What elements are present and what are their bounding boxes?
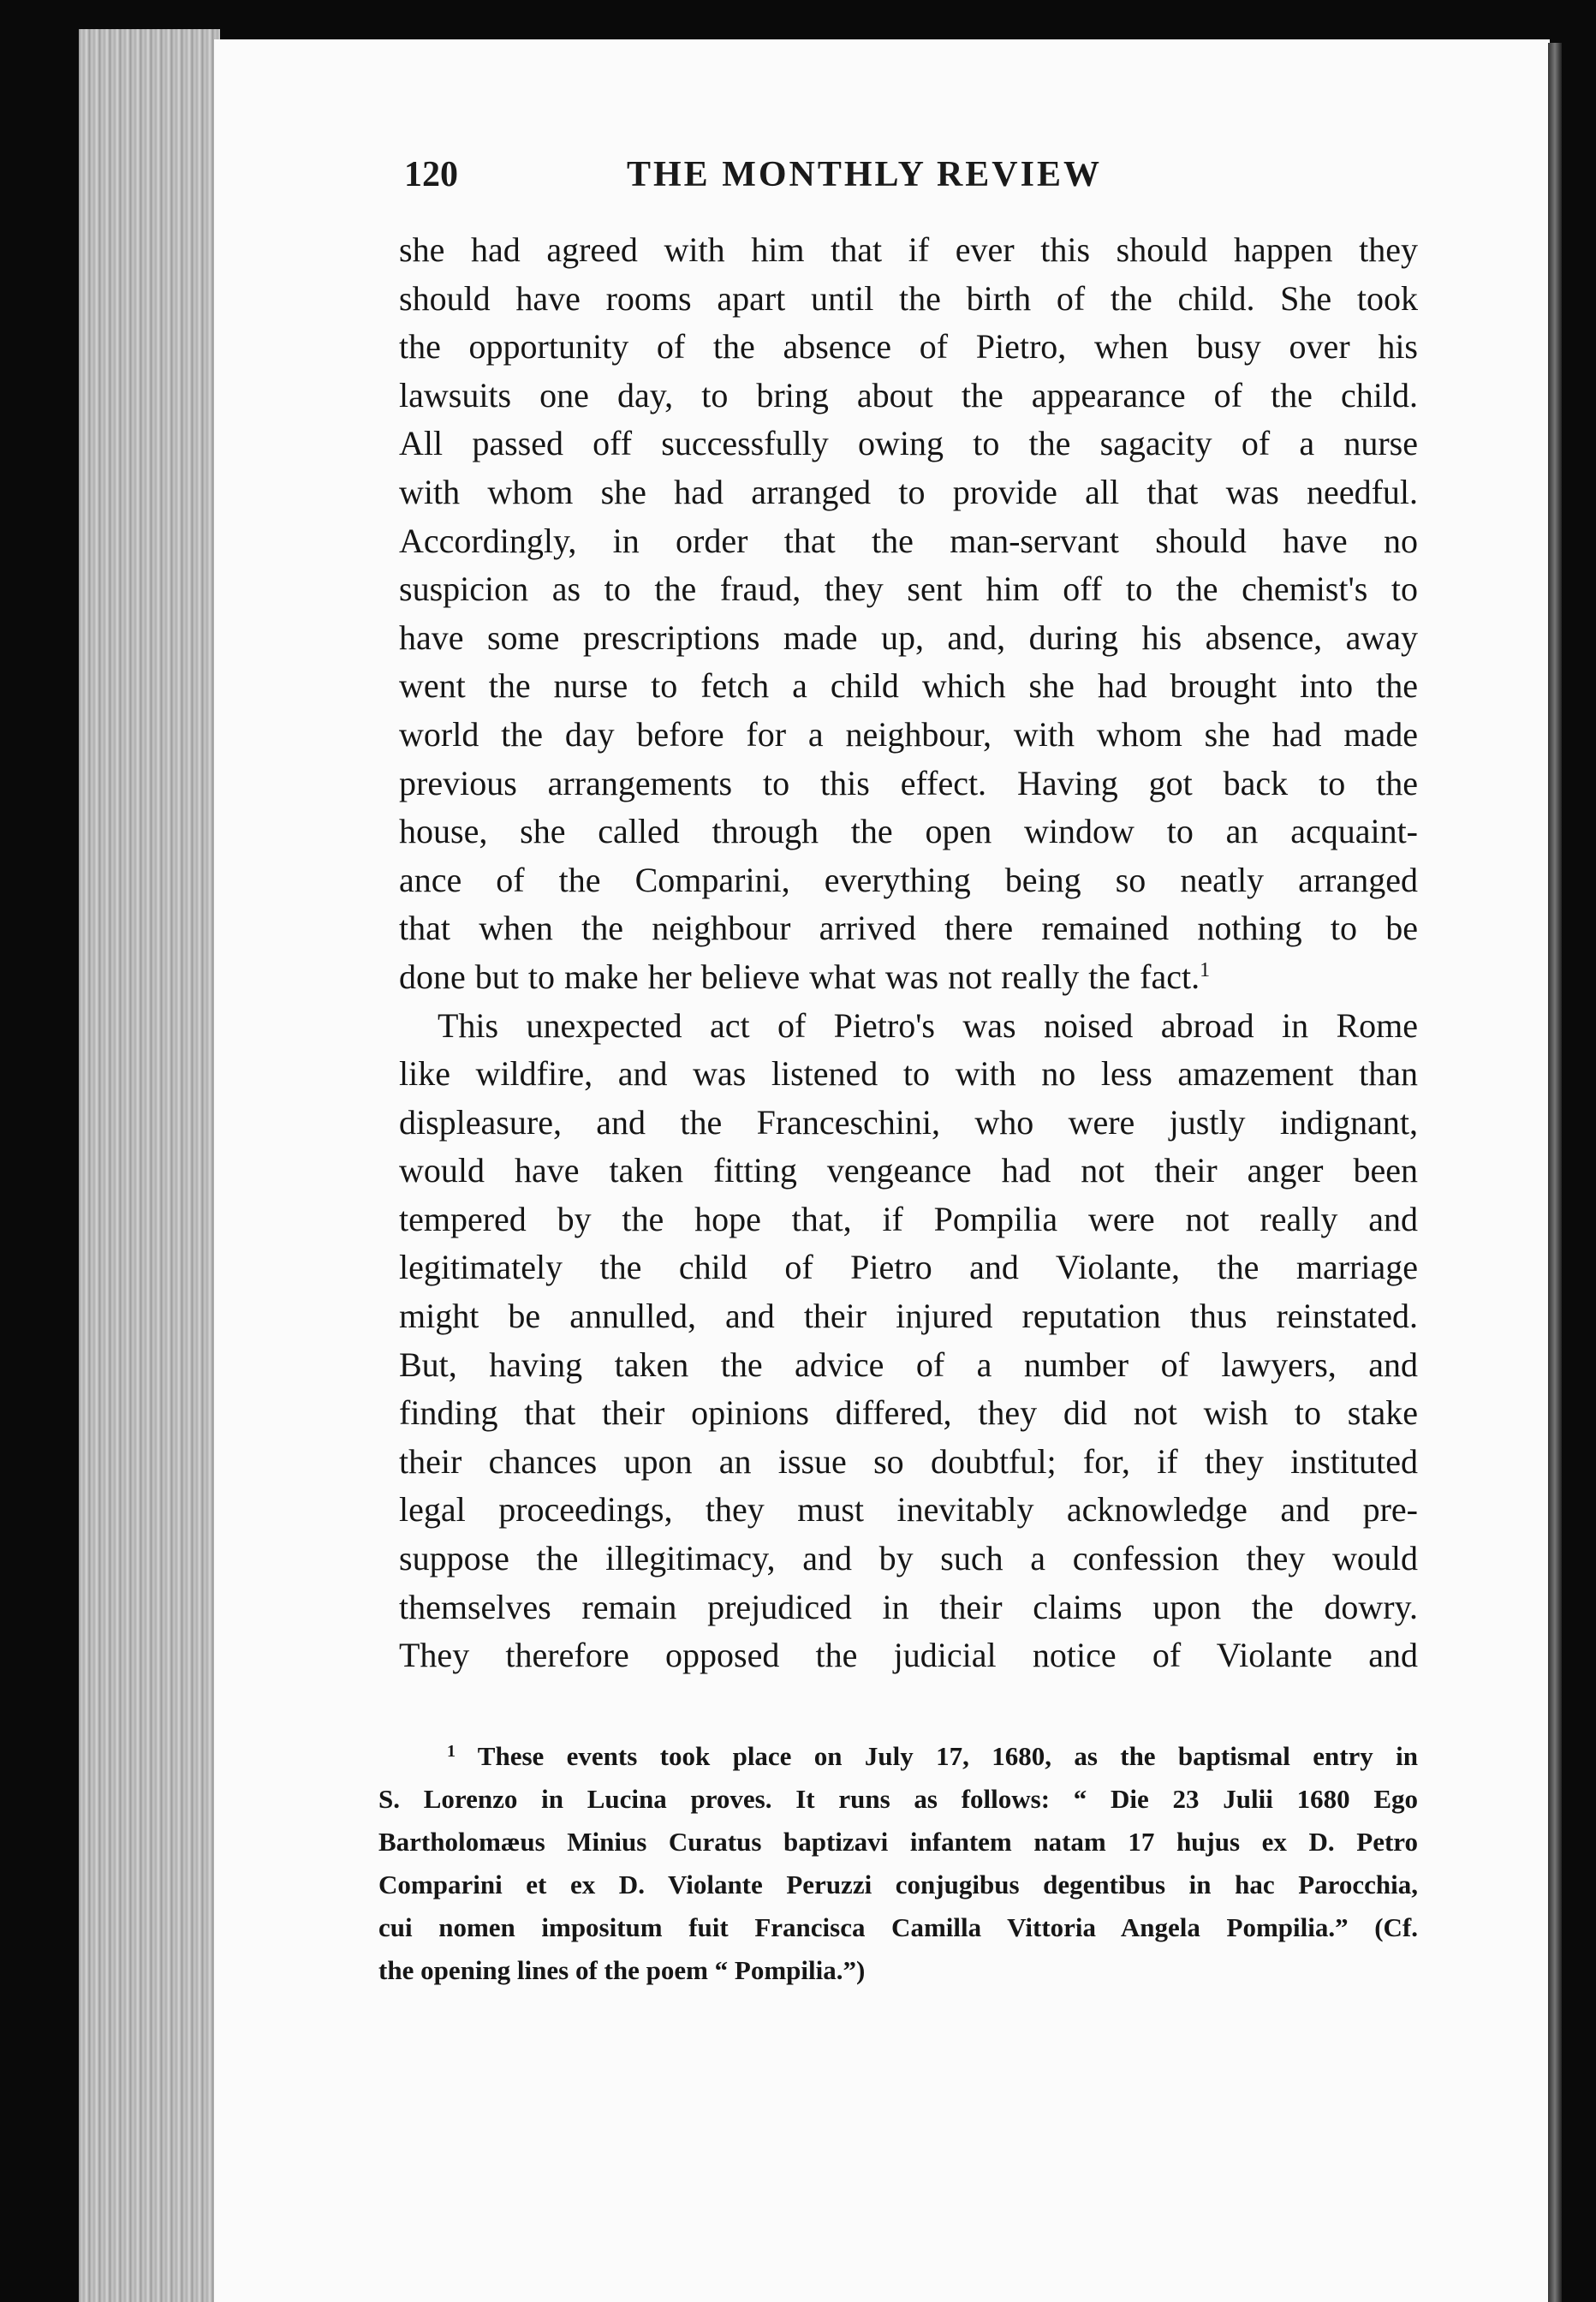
footnote-line-text: These events took place on July 17, 1680, as the baptismal entry in: [477, 1741, 1418, 1771]
body-line-text: But, having taken the advice of a number of lawyers, and: [399, 1345, 1418, 1384]
body-line-text: went the nurse to fetch a child which she had brought into the: [399, 666, 1418, 706]
body-line-text: ance of the Comparini, everything being so neatly arranged: [399, 860, 1418, 899]
body-line: [399, 711, 1418, 760]
footnote-line: [378, 1821, 1418, 1864]
body-line-text: legal proceedings, they must inevitably acknowledge and pre-: [399, 1490, 1418, 1530]
body-line: [399, 565, 1418, 614]
body-line-text: Accordingly, in order that the man-servant should have no: [399, 521, 1418, 560]
body-line-text: might be annulled, and their injured reputation thus reinstated.: [399, 1297, 1418, 1336]
body-line: [399, 760, 1418, 808]
body-line: [399, 1486, 1418, 1535]
body-line: [399, 1535, 1418, 1583]
footnote-marker: 1: [447, 1742, 456, 1761]
body-line: [399, 372, 1418, 420]
running-title: THE MONTHLY REVIEW: [627, 155, 1102, 194]
body-line-text: have some prescriptions made up, and, during his absence, away: [399, 617, 1418, 657]
body-line: [399, 275, 1418, 324]
body-line-text: themselves remain prejudiced in their claims upon the dowry.: [399, 1587, 1418, 1626]
footnote: [378, 1735, 1418, 1992]
body-line: [399, 1002, 1418, 1051]
body-text: [399, 226, 1418, 1680]
footnote-line-text: Comparini et ex D. Violante Peruzzi conjugibus degentibus in hac Parocchia,: [378, 1870, 1418, 1899]
body-line: [399, 226, 1418, 275]
body-line-text: They therefore opposed the judicial notice of Violante and: [399, 1636, 1418, 1675]
footnote-line: [378, 1864, 1418, 1906]
body-line-text: she had agreed with him that if ever this should happen they: [399, 230, 1418, 269]
footnote-line: [378, 1949, 1418, 1992]
body-line: [399, 517, 1418, 566]
body-line: [399, 323, 1418, 372]
body-line-text: previous arrangements to this effect. Having got back to the: [399, 763, 1418, 802]
body-line: [399, 420, 1418, 468]
body-line-text: house, she called through the open window to an acquaint-: [399, 812, 1418, 851]
body-line: [399, 1050, 1418, 1099]
body-line-text: finding that their opinions differed, they did not wish to stake: [399, 1393, 1418, 1433]
book-spine-shadow: [1548, 43, 1562, 2302]
body-line: [399, 1292, 1418, 1341]
body-line: [399, 468, 1418, 517]
body-line-text: tempered by the hope that, if Pompilia were not really and: [399, 1199, 1418, 1238]
body-line: [399, 904, 1418, 953]
body-line-text: lawsuits one day, to bring about the appearance of the child.: [399, 375, 1418, 414]
body-line: [399, 1196, 1418, 1244]
body-line: [399, 1243, 1418, 1292]
footnote-line-text: cui nomen impositum fuit Francisca Camilla Vittoria Angela Pompilia.” (Cf.: [378, 1912, 1418, 1942]
book-page-edges: [79, 29, 220, 2302]
body-line: [399, 614, 1418, 663]
body-line-text: with whom she had arranged to provide all that was needful.: [399, 472, 1418, 511]
body-line-text: suppose the illegitimacy, and by such a confession they would: [399, 1539, 1418, 1578]
running-header: [399, 154, 1255, 206]
body-line: [399, 1099, 1418, 1148]
body-line-text: suspicion as to the fraud, they sent him off to the chemist's to: [399, 570, 1418, 609]
body-line: [399, 1341, 1418, 1390]
body-line: [399, 808, 1418, 856]
body-line: [399, 1147, 1418, 1196]
body-line: [399, 1631, 1418, 1680]
footnote-line: [378, 1735, 1418, 1778]
body-line: [399, 953, 1418, 1002]
body-line-text: would have taken fitting vengeance had not their anger been: [399, 1151, 1418, 1190]
body-line-text: world the day before for a neighbour, with whom she had made: [399, 714, 1418, 754]
body-line-text: like wildfire, and was listened to with no less amazement than: [399, 1054, 1418, 1094]
body-line-text: should have rooms apart until the birth of the child. She took: [399, 278, 1418, 318]
body-line: [399, 856, 1418, 905]
footnote-line: [378, 1906, 1418, 1949]
body-line: [399, 1389, 1418, 1438]
body-line-text: the opportunity of the absence of Pietro, when busy over his: [399, 327, 1418, 367]
body-line-text: All passed off successfully owing to the sagacity of a nurse: [399, 424, 1418, 463]
body-line-text: their chances upon an issue so doubtful; for, if they instituted: [399, 1441, 1418, 1481]
body-line-text: that when the neighbour arrived there remained nothing to be: [399, 909, 1418, 948]
footnote-line-text: Bartholomæus Minius Curatus baptizavi infantem natam 17 hujus ex D. Petro: [378, 1827, 1418, 1857]
body-line: [399, 662, 1418, 711]
body-line: [399, 1438, 1418, 1487]
body-line: [399, 1583, 1418, 1632]
body-line-text: This unexpected act of Pietro's was noised abroad in Rome: [438, 1005, 1418, 1045]
footnote-line: [378, 1778, 1418, 1821]
body-line-text: done but to make her believe what was not really the fact.: [399, 957, 1200, 996]
page-number: 120: [404, 155, 458, 194]
body-line-text: displeasure, and the Franceschini, who were justly indignant,: [399, 1102, 1418, 1142]
footnote-line-text: the opening lines of the poem “ Pompilia.”): [378, 1955, 866, 1985]
body-line-text: legitimately the child of Pietro and Violante, the marriage: [399, 1248, 1418, 1287]
footnote-reference[interactable]: 1: [1200, 958, 1211, 981]
footnote-line-text: S. Lorenzo in Lucina proves. It runs as follows: “ Die 23 Julii 1680 Ego: [378, 1784, 1418, 1814]
